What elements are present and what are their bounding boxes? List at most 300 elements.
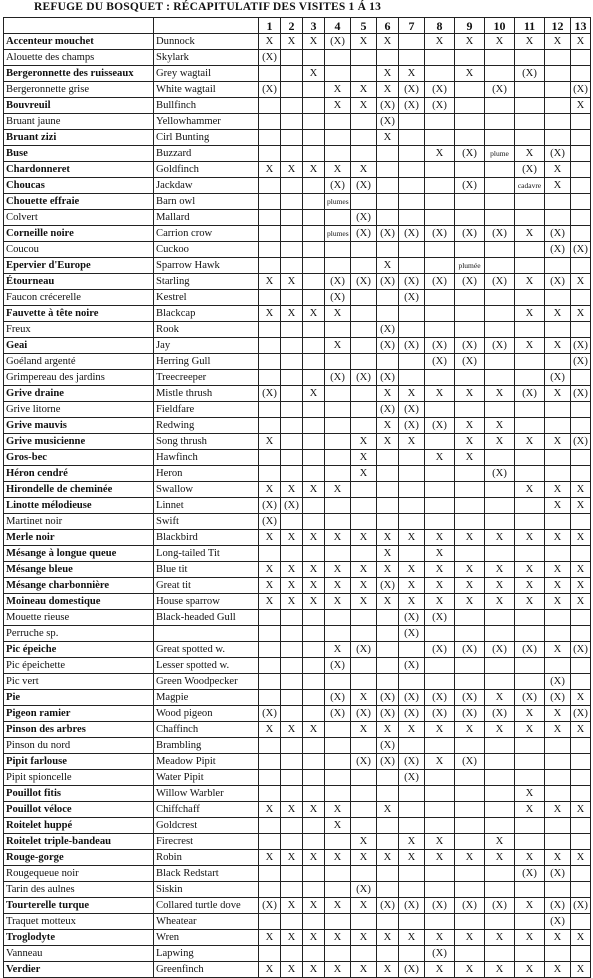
visit-cell: cadavre <box>515 178 545 194</box>
visit-cell: X <box>303 562 325 578</box>
visit-cell <box>571 770 591 786</box>
visit-cell: (X) <box>485 338 515 354</box>
visit-cell <box>377 290 399 306</box>
visit-cell <box>259 370 281 386</box>
visit-cell: X <box>545 434 571 450</box>
visit-cell: X <box>377 930 399 946</box>
english-name: Magpie <box>154 690 259 706</box>
visit-cell <box>545 626 571 642</box>
french-name: Grive mauvis <box>4 418 154 434</box>
visit-cell <box>455 162 485 178</box>
visit-cell <box>351 610 377 626</box>
english-name: Wood pigeon <box>154 706 259 722</box>
visit-cell <box>425 370 455 386</box>
visit-cell <box>281 194 303 210</box>
french-name: Grive musicienne <box>4 434 154 450</box>
visit-cell <box>455 770 485 786</box>
visit-cell <box>399 546 425 562</box>
english-name: Bullfinch <box>154 98 259 114</box>
visit-cell <box>259 210 281 226</box>
french-name: Roitelet huppé <box>4 818 154 834</box>
visit-header-7: 7 <box>399 18 425 34</box>
visit-cell: X <box>485 930 515 946</box>
visit-cell <box>545 818 571 834</box>
visit-cell <box>399 786 425 802</box>
english-name: Fieldfare <box>154 402 259 418</box>
visit-cell: X <box>325 850 351 866</box>
visit-cell: (X) <box>455 690 485 706</box>
visit-cell <box>259 738 281 754</box>
visit-cell <box>351 386 377 402</box>
visit-cell: X <box>571 34 591 50</box>
visit-cell: X <box>485 34 515 50</box>
visit-cell: X <box>281 482 303 498</box>
visit-cell: X <box>259 802 281 818</box>
visit-cell <box>571 674 591 690</box>
visit-cell: plumes <box>325 226 351 242</box>
english-name: House sparrow <box>154 594 259 610</box>
visit-cell <box>485 66 515 82</box>
visit-cell: X <box>259 274 281 290</box>
visit-cell: X <box>351 690 377 706</box>
visit-cell: (X) <box>571 338 591 354</box>
visit-cell <box>485 290 515 306</box>
visit-cell <box>545 946 571 962</box>
visit-cell: X <box>259 530 281 546</box>
visit-cell: X <box>515 962 545 978</box>
visit-cell <box>281 946 303 962</box>
visit-cell <box>455 738 485 754</box>
visit-cell <box>281 98 303 114</box>
french-name: Gros-bec <box>4 450 154 466</box>
visit-cell: (X) <box>399 338 425 354</box>
visit-cell: X <box>281 898 303 914</box>
visit-cell <box>303 130 325 146</box>
visit-cell: X <box>377 594 399 610</box>
visit-cell <box>485 546 515 562</box>
visit-cell: (X) <box>545 242 571 258</box>
visit-cell: X <box>515 274 545 290</box>
visit-cell: X <box>399 834 425 850</box>
visit-cell: X <box>259 562 281 578</box>
visit-cell: X <box>303 930 325 946</box>
visit-cell: X <box>399 722 425 738</box>
visit-cell <box>351 802 377 818</box>
visit-cell <box>281 642 303 658</box>
visit-header-3: 3 <box>303 18 325 34</box>
visit-cell <box>545 194 571 210</box>
visit-cell <box>281 546 303 562</box>
visit-cell <box>485 178 515 194</box>
visit-cell <box>485 658 515 674</box>
visit-cell <box>303 786 325 802</box>
visit-cell: X <box>399 66 425 82</box>
visit-cell <box>303 274 325 290</box>
visit-cell: X <box>545 802 571 818</box>
visit-cell <box>425 322 455 338</box>
visit-cell: (X) <box>545 370 571 386</box>
visit-cell <box>455 482 485 498</box>
english-name: Mallard <box>154 210 259 226</box>
visit-cell: X <box>351 434 377 450</box>
visit-cell <box>259 818 281 834</box>
visit-cell: X <box>515 434 545 450</box>
table-row <box>4 722 591 738</box>
visit-cell <box>281 66 303 82</box>
visit-cell <box>281 818 303 834</box>
visit-cell <box>515 914 545 930</box>
visit-cell <box>303 418 325 434</box>
visit-cell: X <box>515 722 545 738</box>
visit-cell <box>351 482 377 498</box>
visit-cell <box>571 786 591 802</box>
table-row <box>4 946 591 962</box>
visit-cell <box>571 290 591 306</box>
visit-cell: X <box>545 178 571 194</box>
visit-cell <box>325 498 351 514</box>
visit-cell: X <box>455 562 485 578</box>
visit-cell <box>485 946 515 962</box>
visit-cell <box>515 130 545 146</box>
visit-header-4: 4 <box>325 18 351 34</box>
visit-header-6: 6 <box>377 18 399 34</box>
visit-cell: X <box>571 850 591 866</box>
french-name: Troglodyte <box>4 930 154 946</box>
visit-cell: X <box>425 578 455 594</box>
visit-cell <box>281 210 303 226</box>
visit-cell: (X) <box>455 338 485 354</box>
visit-cell: (X) <box>425 274 455 290</box>
visit-cell <box>303 738 325 754</box>
english-name: Song thrush <box>154 434 259 450</box>
visit-cell <box>259 882 281 898</box>
visit-cell <box>485 738 515 754</box>
visit-cell <box>425 66 455 82</box>
visit-cell: X <box>281 962 303 978</box>
visit-cell <box>399 306 425 322</box>
visit-cell <box>399 34 425 50</box>
visit-cell <box>545 290 571 306</box>
visit-cell <box>455 130 485 146</box>
visit-cell: X <box>281 562 303 578</box>
table-row <box>4 178 591 194</box>
visit-cell: (X) <box>545 146 571 162</box>
visit-cell <box>351 786 377 802</box>
visit-cell <box>515 674 545 690</box>
visit-cell <box>377 210 399 226</box>
visit-cell: X <box>425 530 455 546</box>
visit-cell <box>281 338 303 354</box>
english-name: Water Pipit <box>154 770 259 786</box>
visit-cell <box>485 370 515 386</box>
visit-cell: X <box>351 162 377 178</box>
visit-cell <box>571 322 591 338</box>
visit-cell: plumée <box>455 258 485 274</box>
visit-cell: X <box>571 306 591 322</box>
visit-cell: X <box>325 930 351 946</box>
visit-cell <box>515 450 545 466</box>
visit-cell <box>351 914 377 930</box>
visit-cell <box>425 738 455 754</box>
visit-cell <box>485 322 515 338</box>
visit-cell: (X) <box>399 626 425 642</box>
visit-cell <box>571 834 591 850</box>
visit-cell: X <box>325 530 351 546</box>
visit-cell: X <box>515 898 545 914</box>
visit-cell: X <box>515 146 545 162</box>
english-name: White wagtail <box>154 82 259 98</box>
visit-cell <box>377 626 399 642</box>
visit-cell: (X) <box>377 402 399 418</box>
visit-cell <box>303 866 325 882</box>
visit-cell: X <box>455 850 485 866</box>
visit-cell <box>377 642 399 658</box>
visit-cell <box>281 674 303 690</box>
visit-cell <box>377 146 399 162</box>
visit-cell <box>303 690 325 706</box>
visit-cell <box>571 882 591 898</box>
table-row <box>4 642 591 658</box>
visit-cell: (X) <box>515 162 545 178</box>
visit-cell <box>325 754 351 770</box>
visit-cell: (X) <box>399 690 425 706</box>
visit-cell <box>303 466 325 482</box>
visit-cell: X <box>281 162 303 178</box>
table-row <box>4 866 591 882</box>
english-name: Treecreeper <box>154 370 259 386</box>
visit-cell <box>455 50 485 66</box>
visit-cell: (X) <box>425 98 455 114</box>
visit-cell <box>325 674 351 690</box>
visit-cell: X <box>377 130 399 146</box>
visit-cell <box>259 610 281 626</box>
visit-cell <box>377 834 399 850</box>
visit-cell: (X) <box>399 610 425 626</box>
visit-cell <box>281 50 303 66</box>
table-row <box>4 162 591 178</box>
visit-cell <box>377 946 399 962</box>
visit-cell <box>571 210 591 226</box>
english-name: Siskin <box>154 882 259 898</box>
visit-cell: X <box>325 594 351 610</box>
visit-cell: X <box>351 450 377 466</box>
visit-cell <box>259 242 281 258</box>
visit-cell: (X) <box>399 706 425 722</box>
visit-cell <box>485 258 515 274</box>
visit-cell: X <box>545 34 571 50</box>
visit-cell: (X) <box>425 226 455 242</box>
visit-cell <box>485 402 515 418</box>
visit-cell <box>351 418 377 434</box>
visit-cell: (X) <box>377 322 399 338</box>
visit-cell <box>515 98 545 114</box>
table-row <box>4 898 591 914</box>
visit-cell <box>281 690 303 706</box>
visit-cell: X <box>425 754 455 770</box>
table-row <box>4 338 591 354</box>
table-row <box>4 258 591 274</box>
visit-cell: (X) <box>325 658 351 674</box>
french-name: Colvert <box>4 210 154 226</box>
table-row <box>4 770 591 786</box>
english-name: Swift <box>154 514 259 530</box>
visit-cell <box>259 226 281 242</box>
visit-cell <box>303 290 325 306</box>
french-name: Rouge-gorge <box>4 850 154 866</box>
table-row <box>4 546 591 562</box>
visit-cell: (X) <box>545 274 571 290</box>
visit-cell <box>571 50 591 66</box>
visit-cell <box>399 818 425 834</box>
visit-cell: (X) <box>351 706 377 722</box>
visit-cell: X <box>351 530 377 546</box>
table-row <box>4 786 591 802</box>
visit-cell: X <box>325 98 351 114</box>
visit-cell: (X) <box>399 770 425 786</box>
visit-cell: X <box>545 642 571 658</box>
visit-cell: (X) <box>351 642 377 658</box>
visit-cell: X <box>545 594 571 610</box>
visit-cell <box>455 946 485 962</box>
visit-cell: X <box>325 306 351 322</box>
visit-cell <box>303 434 325 450</box>
visit-cell <box>425 242 455 258</box>
visit-cell: X <box>325 338 351 354</box>
english-name: Lesser spotted w. <box>154 658 259 674</box>
visit-cell: X <box>325 482 351 498</box>
visit-cell <box>571 610 591 626</box>
visit-cell <box>281 402 303 418</box>
visit-cell <box>281 418 303 434</box>
english-name: Skylark <box>154 50 259 66</box>
visit-cell: X <box>377 722 399 738</box>
english-name: Wheatear <box>154 914 259 930</box>
visit-cell: X <box>399 530 425 546</box>
visit-cell <box>455 370 485 386</box>
english-name: Meadow Pipit <box>154 754 259 770</box>
visit-cell: X <box>281 578 303 594</box>
visit-cell: X <box>545 306 571 322</box>
visit-cell: (X) <box>571 354 591 370</box>
visit-cell <box>303 82 325 98</box>
visit-cell: X <box>425 450 455 466</box>
visit-cell: X <box>259 434 281 450</box>
french-name: Goéland argenté <box>4 354 154 370</box>
english-name: Yellowhammer <box>154 114 259 130</box>
visit-cell <box>303 146 325 162</box>
visit-cell: (X) <box>425 706 455 722</box>
visit-cell: X <box>303 482 325 498</box>
visit-cell <box>325 434 351 450</box>
table-row <box>4 562 591 578</box>
visit-cell <box>281 242 303 258</box>
visit-cell <box>377 306 399 322</box>
visit-cell <box>325 402 351 418</box>
visit-cell <box>259 626 281 642</box>
visit-cell <box>399 114 425 130</box>
visit-cell: (X) <box>425 82 455 98</box>
visit-cell: (X) <box>485 706 515 722</box>
visit-cell <box>425 658 455 674</box>
visit-cell: X <box>325 162 351 178</box>
visit-cell: X <box>351 850 377 866</box>
visit-cell <box>281 290 303 306</box>
visit-cell: (X) <box>325 274 351 290</box>
english-name: Great spotted w. <box>154 642 259 658</box>
visit-cell <box>303 834 325 850</box>
visit-cell <box>399 178 425 194</box>
visit-cell: (X) <box>571 706 591 722</box>
visit-cell <box>571 146 591 162</box>
visit-cell: (X) <box>571 242 591 258</box>
visit-cell <box>303 194 325 210</box>
table-row <box>4 50 591 66</box>
visit-cell: X <box>325 802 351 818</box>
visit-cell <box>515 210 545 226</box>
french-name: Héron cendré <box>4 466 154 482</box>
visit-cell: X <box>425 722 455 738</box>
visit-cell: X <box>485 834 515 850</box>
visit-cell <box>485 450 515 466</box>
french-name: Bergeronnette grise <box>4 82 154 98</box>
visit-cell: (X) <box>455 146 485 162</box>
visit-cell <box>571 754 591 770</box>
visit-cell <box>351 658 377 674</box>
visit-cell <box>281 770 303 786</box>
table-row <box>4 594 591 610</box>
visit-cell: X <box>281 274 303 290</box>
visit-cell: X <box>571 98 591 114</box>
visit-cell: X <box>377 34 399 50</box>
visit-cell <box>303 242 325 258</box>
visit-cell <box>425 882 455 898</box>
french-name: Martinet noir <box>4 514 154 530</box>
english-name: Black-headed Gull <box>154 610 259 626</box>
visit-cell: (X) <box>351 226 377 242</box>
visit-cell: X <box>399 562 425 578</box>
visit-cell: X <box>571 578 591 594</box>
visit-cell: X <box>545 930 571 946</box>
visit-cell <box>425 466 455 482</box>
visit-cell: X <box>485 434 515 450</box>
visit-cell <box>281 82 303 98</box>
french-name: Accenteur mouchet <box>4 34 154 50</box>
visit-cell: (X) <box>377 754 399 770</box>
visit-cell <box>259 450 281 466</box>
visit-cell <box>545 754 571 770</box>
visit-cell <box>399 946 425 962</box>
visit-cell <box>325 866 351 882</box>
visit-cell: X <box>399 578 425 594</box>
visit-cell: X <box>545 338 571 354</box>
visit-cell: X <box>281 530 303 546</box>
visit-cell: (X) <box>377 578 399 594</box>
visit-cell <box>351 258 377 274</box>
french-name: Mésange bleue <box>4 562 154 578</box>
visit-cell: X <box>515 482 545 498</box>
visit-cell <box>259 466 281 482</box>
visit-cell: (X) <box>325 706 351 722</box>
visit-cell: X <box>485 962 515 978</box>
visit-cell <box>545 882 571 898</box>
visit-cell: X <box>425 850 455 866</box>
visit-cell <box>281 466 303 482</box>
table-row <box>4 306 591 322</box>
visit-cell <box>325 770 351 786</box>
visit-cell <box>455 866 485 882</box>
visit-cell: (X) <box>545 898 571 914</box>
visit-cell <box>515 322 545 338</box>
